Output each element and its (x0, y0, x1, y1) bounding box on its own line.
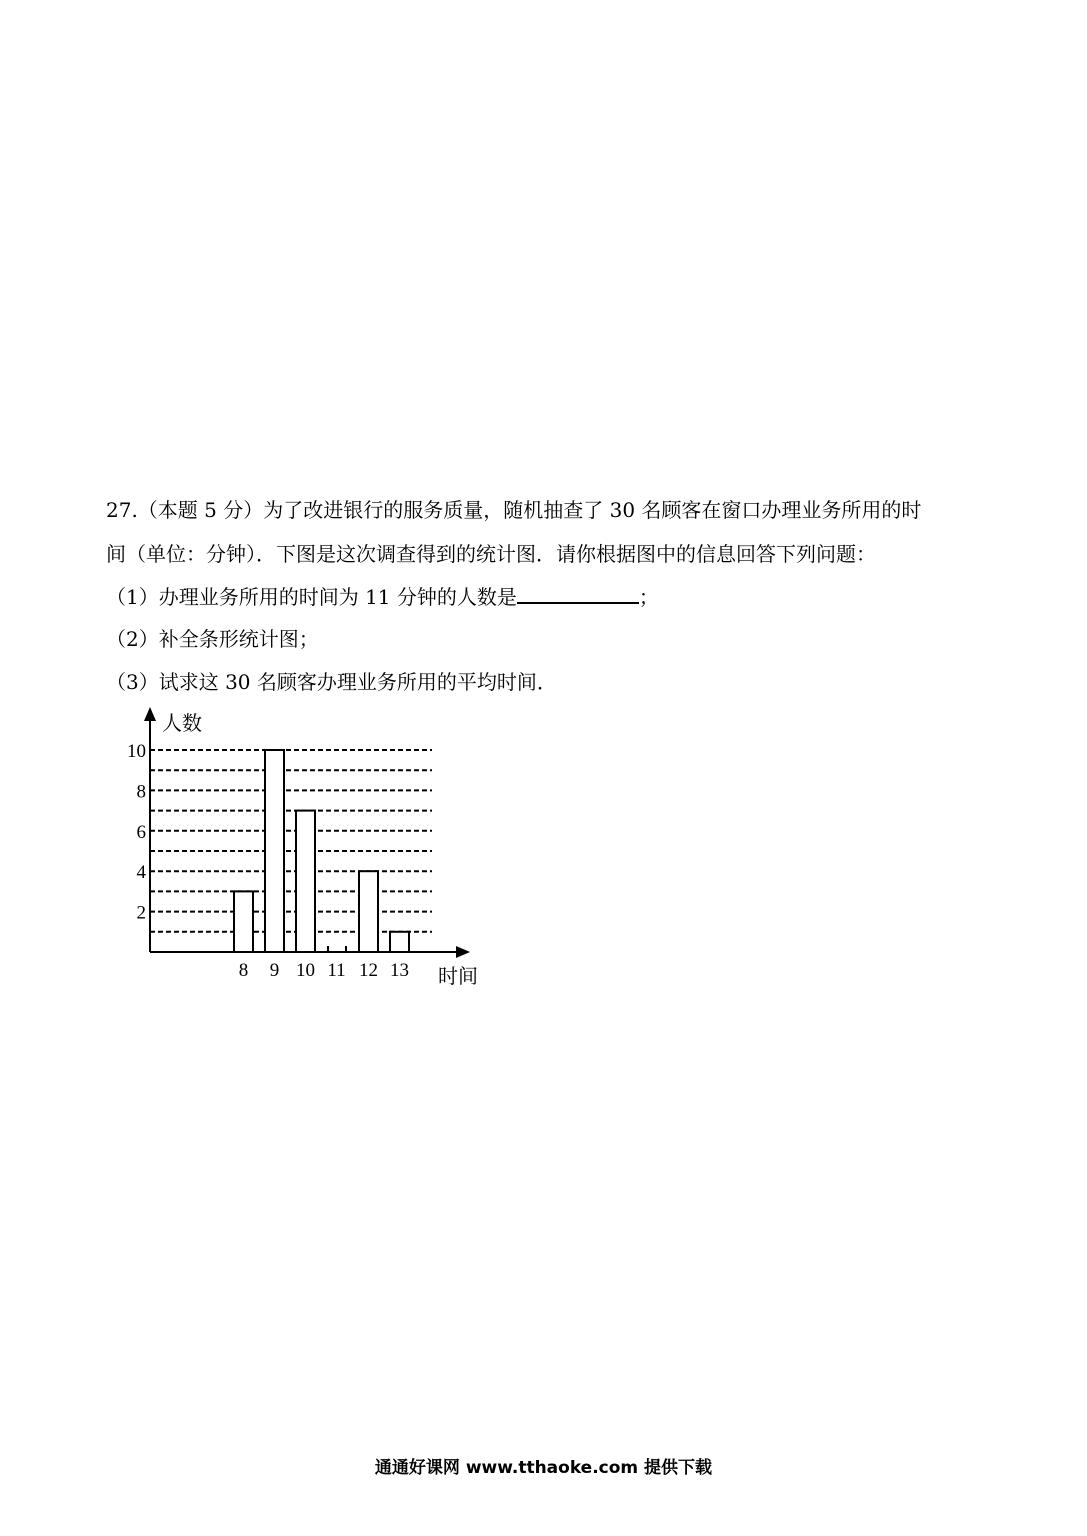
question-line-2: 间（单位：分钟）．下图是这次调查得到的统计图．请你根据图中的信息回答下列问题： (106, 542, 876, 566)
bar-9 (265, 750, 284, 952)
x-tick-label: 11 (327, 960, 346, 981)
y-axis-label: 人数 (162, 713, 202, 735)
y-tick-label: 8 (136, 781, 146, 803)
footer: 通通好课网 www.tthaoke.com 提供下载 (374, 1458, 713, 1478)
answer-blank[interactable] (517, 584, 639, 604)
question-line-1: 27.（本题 5 分）为了改进银行的服务质量，随机抽查了 30 名顾客在窗口办理业务所用的时 (106, 498, 922, 522)
y-tick-label: 4 (136, 862, 146, 884)
bar-8 (234, 891, 253, 952)
x-tick-label: 10 (296, 960, 315, 981)
part-1-prefix: （1）办理业务所用的时间为 11 分钟的人数是 (106, 585, 517, 609)
bar-13 (390, 932, 409, 952)
y-tick-label: 10 (127, 741, 146, 762)
x-tick-labels (239, 960, 409, 981)
x-axis-arrow-icon (456, 946, 470, 958)
x-tick-label: 13 (390, 960, 409, 981)
bar-12 (359, 871, 378, 952)
bar-10 (296, 811, 315, 952)
bar-chart (110, 705, 490, 995)
y-tick-label: 2 (136, 902, 146, 924)
x-tick-label: 9 (269, 960, 280, 981)
x-tick-label: 8 (238, 960, 249, 981)
x-tick-label: 12 (359, 960, 378, 981)
question-part-3: （3）试求这 30 名顾客办理业务所用的平均时间． (106, 670, 557, 694)
y-tick-label: 6 (136, 821, 146, 843)
x-axis-label: 时间 (438, 966, 478, 988)
y-tick-labels (127, 741, 147, 924)
part-1-suffix: ； (638, 585, 659, 609)
grid-lines (150, 750, 432, 932)
question-part-2: （2）补全条形统计图； (106, 627, 319, 651)
question-part-1 (106, 584, 659, 610)
y-axis-arrow-icon (144, 707, 156, 721)
